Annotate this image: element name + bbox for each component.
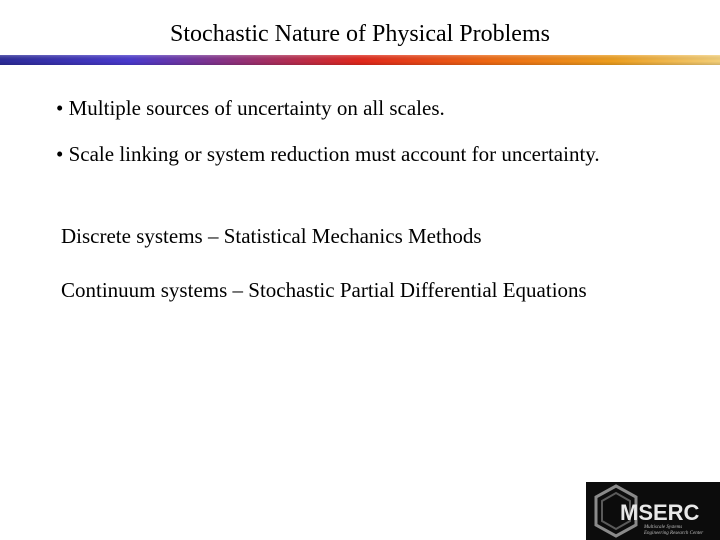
mserc-logo-mark [586, 482, 720, 540]
line-continuum-systems: Continuum systems – Stochastic Partial Differential Equations [61, 278, 587, 302]
mserc-logo [586, 482, 720, 540]
bullet-scale-linking: • Scale linking or system reduction must account for uncertainty. [56, 142, 600, 166]
mserc-logo-subtitle-2: Engineering Research Center [644, 531, 704, 536]
mserc-logo-wordmark: MSERC [620, 500, 700, 525]
title-underline-bar [0, 55, 720, 65]
bullet-uncertainty-sources: • Multiple sources of uncertainty on all scales. [56, 96, 445, 120]
line-discrete-systems: Discrete systems – Statistical Mechanics Methods [61, 224, 482, 248]
mserc-logo-subtitle-1: Multiscale Systems [644, 525, 683, 530]
slide-title: Stochastic Nature of Physical Problems [170, 21, 550, 47]
